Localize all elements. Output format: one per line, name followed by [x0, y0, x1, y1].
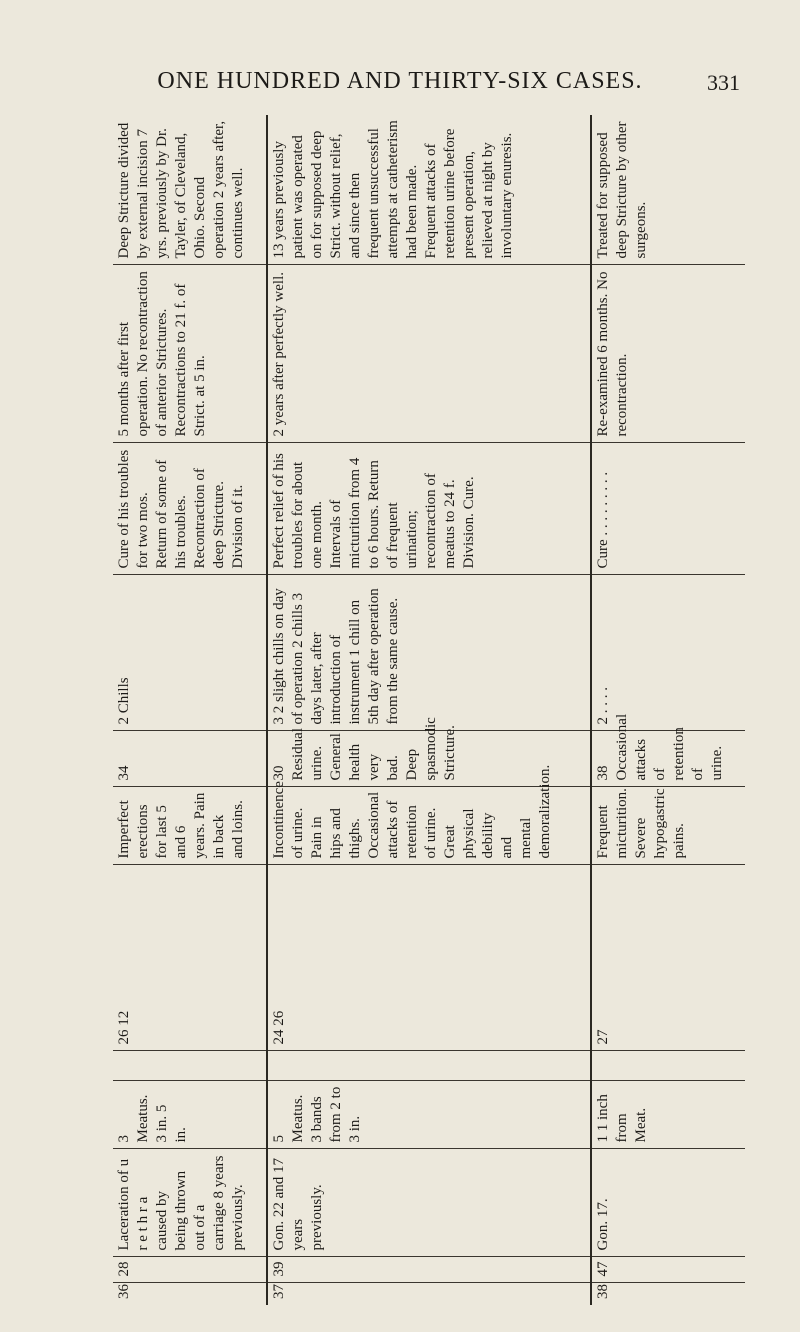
stricture-location: 1 1 inch from Meat.: [591, 1081, 745, 1149]
table-row: [267, 115, 591, 1305]
case-size: 27: [591, 865, 745, 1051]
case-fever: 2 Chills: [113, 575, 267, 731]
case-notes: Treated for supposed deep Stricture by other surgeons.: [595, 121, 650, 259]
case-table: [113, 115, 745, 1305]
case-number: 38: [591, 1283, 745, 1305]
case-number: 37: [267, 1283, 591, 1305]
case-symptoms: Frequent micturition. Severe hypogastric pains.: [591, 787, 745, 865]
case-symptoms: Imperfect erections for last 5 and 6 years. Pain in back and loins.: [113, 787, 267, 865]
case-size: 26 12: [113, 865, 267, 1051]
case-notes: Deep Stricture divided by external incision 7 yrs. previously by Dr. Tayler, of Cleveland, Ohio. Second operation 2 years after, continues well.: [116, 120, 246, 259]
rotated-case-table-wrapper: [113, 115, 745, 1305]
case-condition: 34: [113, 731, 267, 787]
case-condition: 38 Occasional attacks of retention of urine.: [591, 731, 745, 787]
case-age: 28: [113, 1257, 267, 1283]
case-age: 47: [591, 1257, 745, 1283]
case-history: Laceration of u r e t h r a caused by being thrown out of a carriage 8 years previously.: [113, 1149, 267, 1257]
case-symptoms: Incontinence of urine. Pain in hips and thighs. Occasional attacks of retention of urine. Great physical debility and mental demoralization.: [267, 787, 591, 865]
case-size: 24 26: [267, 865, 591, 1051]
case-fever: 2 . . . .: [591, 575, 745, 731]
immediate-result: Cure of his troubles for two mos. Return of some of his troubles. Recontraction of deep Stricture. Division of it.: [113, 443, 267, 575]
stricture-location: 5 Meatus. 3 bands from 2 to 3 in.: [267, 1081, 591, 1149]
remote-result: 2 years after perfectly well.: [267, 265, 591, 443]
page-header: [0, 62, 800, 102]
case-duration: [591, 1051, 745, 1081]
case-condition: 30 Residual urine. General health very bad. Deep spasmodic Stricture.: [267, 731, 591, 787]
case-notes: 13 years previously patient was operated on for supposed deep Strict. without relief, and since then frequent unsuccessful attempts at catheterism had been made. Frequent attacks of retention urine before present operation, relieved at night by involuntary enuresis.: [270, 120, 515, 259]
case-history: Gon. 17.: [591, 1149, 745, 1257]
table-row: [591, 115, 745, 1305]
case-age: 39: [267, 1257, 591, 1283]
case-duration: [113, 1051, 267, 1081]
immediate-result: Cure . . . . . . . . .: [591, 443, 745, 575]
remote-result: Re-examined 6 months. No recontraction.: [591, 265, 745, 443]
case-number: 36: [113, 1283, 267, 1305]
immediate-result: Perfect relief of his troubles for about one month. Intervals of micturition from 4 to 6 hours. Return of frequent urination; recontraction of meatus to 24 f. Division. Cure.: [267, 443, 591, 575]
remote-result: 5 months after first operation. No recontraction of anterior Strictures. Recontractions to 21 f. of Strict. at 5 in.: [113, 265, 267, 443]
stricture-location: 3 Meatus. 3 in. 5 in.: [113, 1081, 267, 1149]
case-fever: 3 2 slight chills on day of operation 2 chills 3 days later, after introduction of instrument 1 chill on 5th day after operation from the same cause.: [267, 575, 591, 731]
table-row: [113, 115, 267, 1305]
page-title: ONE HUNDRED AND THIRTY-SIX CASES.: [157, 68, 643, 94]
page-number: 331: [707, 70, 740, 95]
case-duration: [267, 1051, 591, 1081]
case-history: Gon. 22 and 17 years previously.: [267, 1149, 591, 1257]
